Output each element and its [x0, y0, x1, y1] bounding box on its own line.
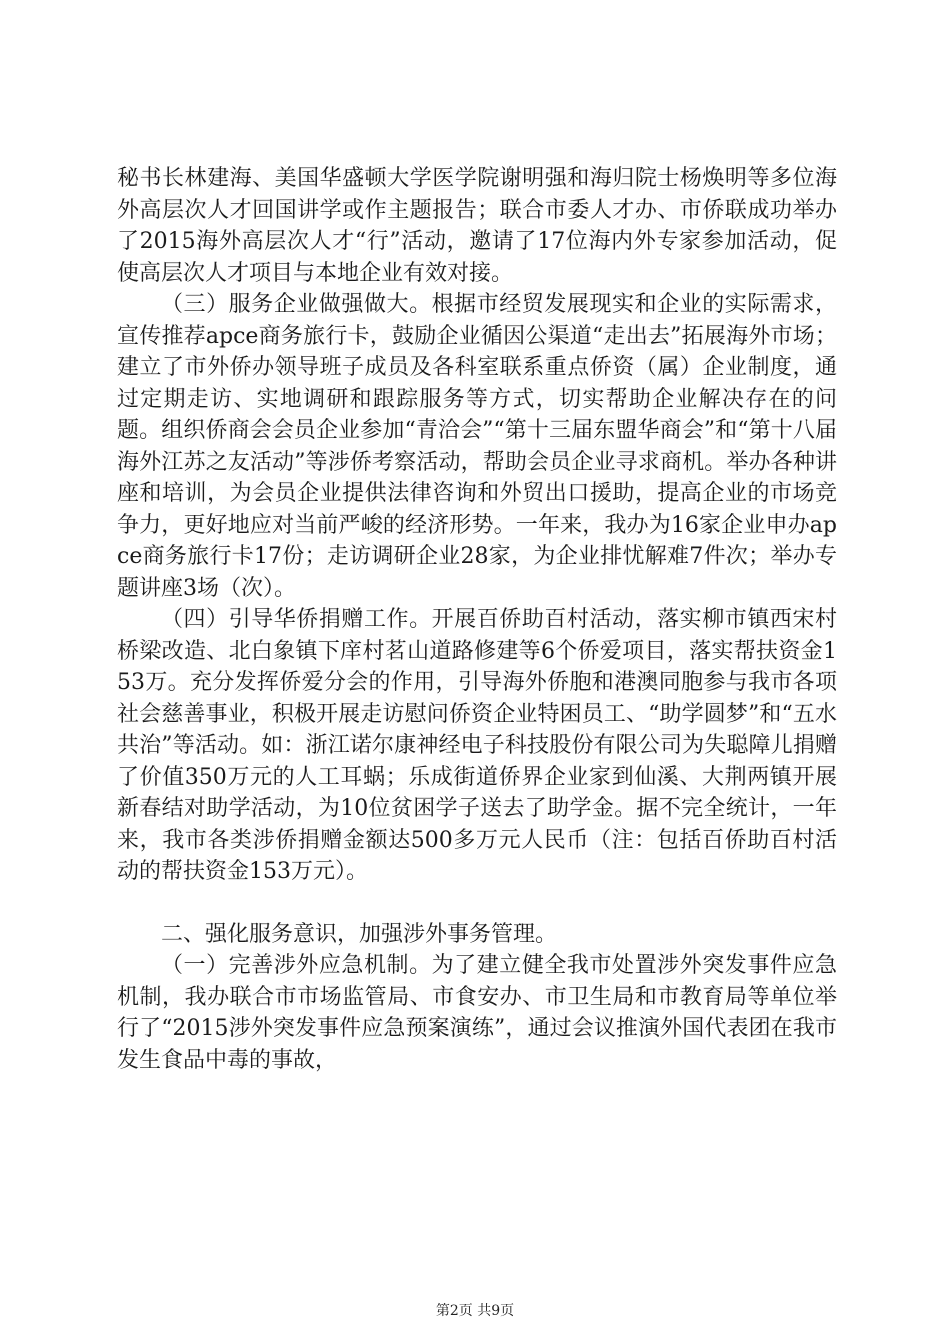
document-body	[117, 163, 837, 1076]
paragraph-talent-continued: 秘书长林建海、美国华盛顿大学医学院谢明强和海归院士杨焕明等多位海外高层次人才回国讲学或作主题报告；联合市委人才办、市侨联成功举办了2015海外高层次人才“行”活动，邀请了17位海内外专家参加活动，促使高层次人才项目与本地企业有效对接。	[117, 166, 837, 286]
section-heading-foreign-affairs: 二、强化服务意识，加强涉外事务管理。	[161, 921, 558, 947]
page-footer: 第2页 共9页	[435, 1303, 515, 1319]
paragraph-enterprise-service: （三）服务企业做强做大。根据市经贸发展现实和企业的实际需求，宣传推荐apce商务旅行卡，鼓励企业循因公渠道“走出去”拓展海外市场；建立了市外侨办领导班子成员及各科室联系重点侨资（属）企业制度，通过定期走访、实地调研和跟踪服务等方式，切实帮助企业解决存在的问题。组织侨商会会员企业参加“青洽会”“第十三届东盟华商会”和“第十八届海外江苏之友活动”等涉侨考察活动，帮助会员企业寻求商机。举办各种讲座和培训，为会员企业提供法律咨询和外贸出口援助，提高企业的市场竞争力，更好地应对当前严峻的经济形势。一年来，我办为16家企业申办apce商务旅行卡17份；走访调研企业28家，为企业排忧解难7件次；举办专题讲座3场（次）。	[117, 292, 837, 601]
paragraph-emergency-mechanism: （一）完善涉外应急机制。为了建立健全我市处置涉外突发事件应急机制，我办联合市市场监管局、市食安办、市卫生局和市教育局等单位举行了“2015涉外突发事件应急预案演练”，通过会议推演外国代表团在我市发生食品中毒的事故，	[117, 953, 837, 1073]
paragraph-overseas-donation: （四）引导华侨捐赠工作。开展百侨助百村活动，落实柳市镇西宋村桥梁改造、北白象镇下庠村茗山道路修建等6个侨爱项目，落实帮扶资金153万。充分发挥侨爱分会的作用，引导海外侨胞和港澳同胞参与我市各项社会慈善事业，积极开展走访慰问侨资企业特困员工、“助学圆梦”和“五水共治”等活动。如：浙江诺尔康神经电子科技股份有限公司为失聪障儿捐赠了价值350万元的人工耳蜗；乐成街道侨界企业家到仙溪、大荆两镇开展新春结对助学活动，为10位贫困学子送去了助学金。据不完全统计，一年来，我市各类涉侨捐赠金额达500多万元人民币（注：包括百侨助百村活动的帮扶资金153万元）。	[117, 607, 837, 884]
